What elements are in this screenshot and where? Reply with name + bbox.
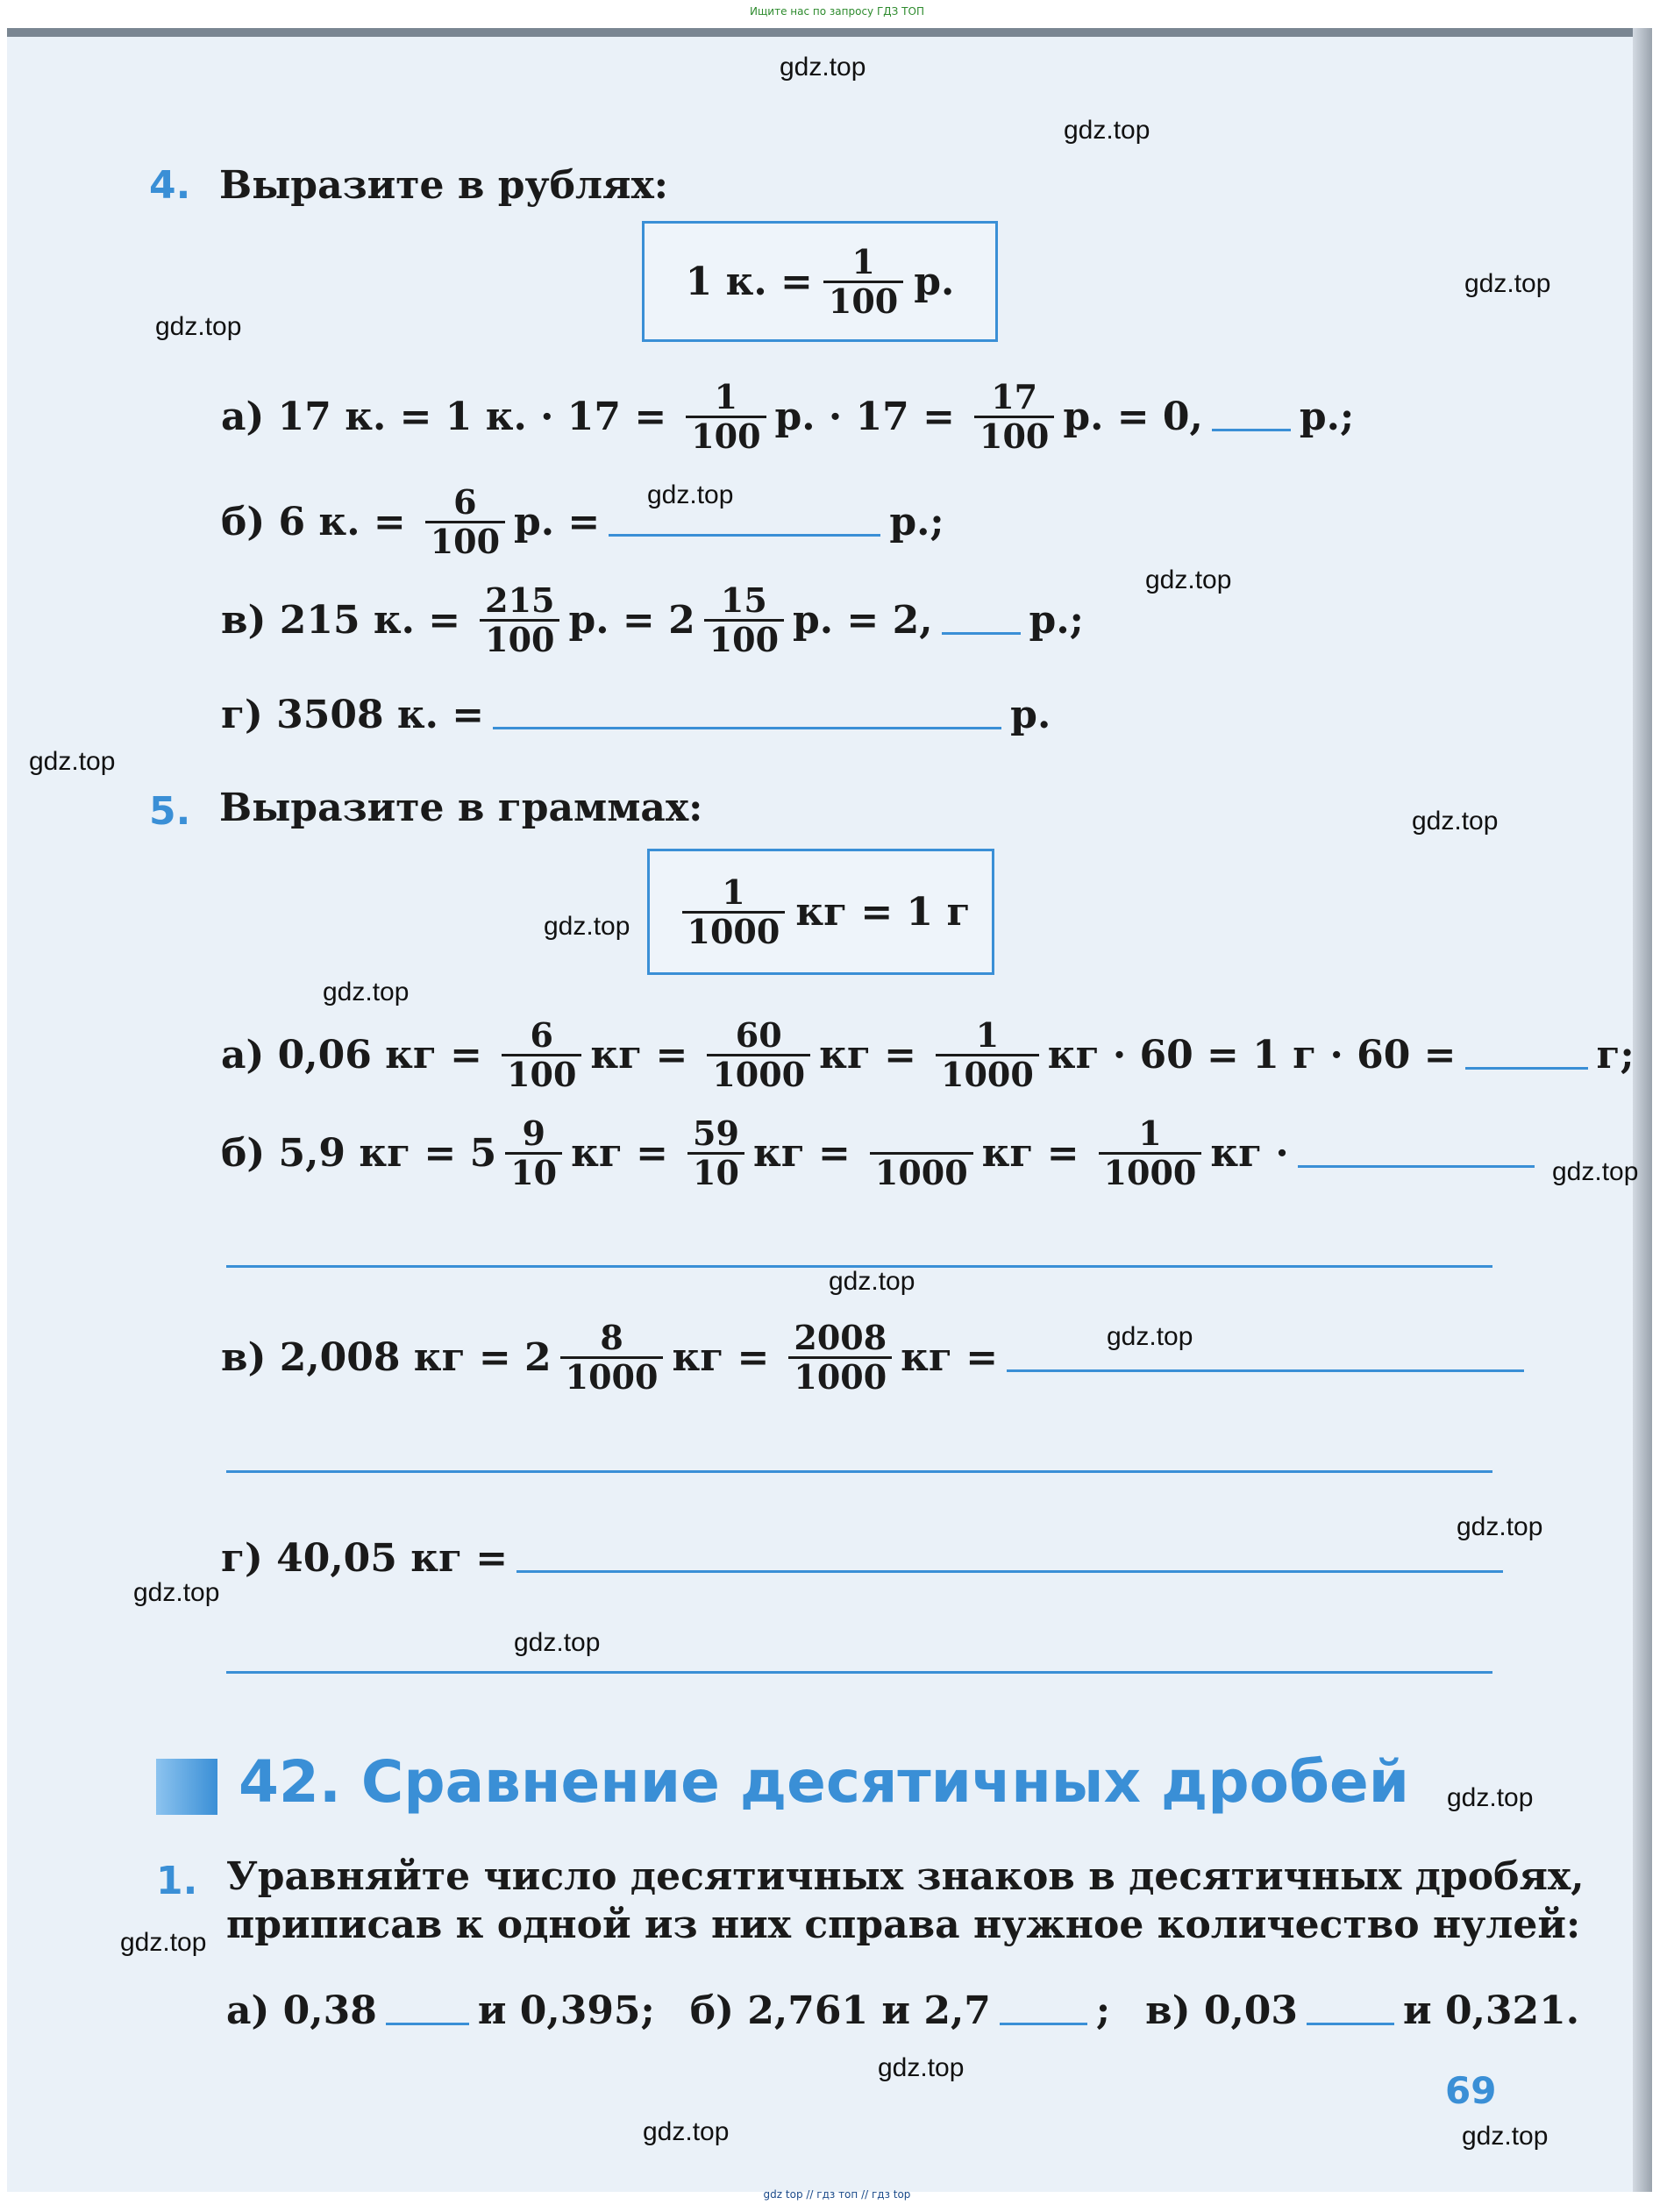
watermark: gdz.top (829, 1267, 915, 1296)
watermark: gdz.top (643, 2117, 730, 2146)
task-1-answers: а) 0,38 и 0,395; б) 2,761 и 2,7 ; в) 0,03 и 0,321. (226, 1988, 1580, 2033)
answer-blank[interactable] (516, 1544, 1503, 1573)
answer-blank[interactable] (1000, 1996, 1087, 2025)
watermark: gdz.top (544, 912, 630, 941)
task-4-text: Выразите в рублях: (219, 163, 669, 208)
answer-blank[interactable] (1465, 1041, 1588, 1070)
rule-right: р. (914, 259, 955, 304)
rule-right: кг = 1 г (795, 889, 971, 935)
answer-blank[interactable] (1212, 402, 1291, 431)
watermark: gdz.top (1412, 807, 1499, 836)
answer-blank[interactable] (1007, 1343, 1524, 1372)
watermark: gdz.top (647, 480, 734, 509)
watermark: gdz.top (1464, 269, 1551, 298)
task-4g: г) 3508 к. = р. (221, 693, 1051, 737)
watermark: gdz.top (1457, 1512, 1543, 1541)
watermark: gdz.top (1064, 116, 1150, 145)
answer-blank[interactable] (493, 701, 1001, 729)
answer-blank[interactable] (386, 1996, 469, 2025)
answer-line[interactable] (226, 1671, 1492, 1674)
watermark: gdz.top (1107, 1322, 1193, 1351)
watermark: gdz.top (155, 312, 242, 341)
watermark: gdz.top (29, 747, 116, 776)
task-4-rule-box (642, 221, 998, 342)
watermark: gdz.top (1145, 565, 1232, 594)
watermark: gdz.top (323, 978, 410, 1006)
watermark: gdz.top (514, 1628, 601, 1657)
task-1-number: 1. (156, 1859, 198, 1903)
section-marker (156, 1759, 217, 1815)
answer-blank[interactable] (1298, 1139, 1535, 1168)
page-number: 69 (1445, 2069, 1497, 2112)
watermark: gdz.top (1447, 1783, 1534, 1812)
bottom-banner: gdz top // гдз топ // гдз top (763, 2188, 911, 2201)
task-5a: а) 0,06 кг = $\frac{6}{100}$ кг = $\frac{60}{1000}$ кг = $\frac{1}{1000}$ кг · 60 = 1 г · 60 = г; (221, 1015, 1635, 1094)
task-5v: в) 2,008 кг = 2 $\frac{8}{1000}$ кг = $\frac{2008}{1000}$ кг = (221, 1319, 1533, 1396)
task-5g: г) 40,05 кг = (221, 1536, 1512, 1581)
task-5-number: 5. (149, 789, 191, 834)
answer-line[interactable] (226, 1265, 1492, 1268)
answer-blank[interactable] (609, 508, 880, 537)
top-banner: Ищите нас по запросу ГДЗ ТОП (750, 5, 924, 18)
watermark: gdz.top (1552, 1157, 1639, 1186)
task-4-number: 4. (149, 163, 191, 208)
task-1-line-1: Уравняйте число десятичных знаков в десятичных дробях, (226, 1854, 1585, 1899)
task-1-line-2: приписав к одной из них справа нужное количество нулей: (226, 1903, 1581, 1947)
watermark: gdz.top (133, 1578, 220, 1607)
answer-line[interactable] (226, 1470, 1492, 1473)
watermark: gdz.top (878, 2053, 965, 2082)
rule-fraction: $\frac{1}{1000}$ (682, 874, 786, 950)
page-spine (1633, 28, 1652, 2192)
task-4v: в) 215 к. = $\frac{215}{100}$ р. = 2 $\frac{15}{100}$ р. = 2, р.; (221, 580, 1084, 659)
rule-fraction: $\frac{1}{100}$ (823, 244, 903, 320)
watermark: gdz.top (120, 1928, 207, 1957)
task-4b: б) 6 к. = $\frac{6}{100}$ р. = р.; (221, 482, 944, 561)
page-top-edge (7, 28, 1652, 37)
task-5b: б) 5,9 кг = 5 $\frac{9}{10}$ кг = $\frac{59}{10}$ кг = 1000 кг = $\frac{1}{1000}$ кг · (221, 1115, 1543, 1191)
answer-blank[interactable] (1307, 1996, 1394, 2025)
section-title: 42. Сравнение десятичных дробей (239, 1748, 1410, 1816)
task-4a: а) 17 к. = 1 к. · 17 = $\frac{1}{100}$ р. · 17 = $\frac{17}{100}$ р. = 0, р.; (221, 377, 1355, 456)
task-5-text: Выразите в граммах: (219, 786, 703, 830)
rule-left: 1 к. = (685, 259, 813, 304)
watermark: gdz.top (1462, 2122, 1549, 2151)
answer-blank[interactable] (942, 606, 1021, 635)
watermark: gdz.top (780, 53, 866, 82)
task-5-rule-box (647, 849, 994, 975)
